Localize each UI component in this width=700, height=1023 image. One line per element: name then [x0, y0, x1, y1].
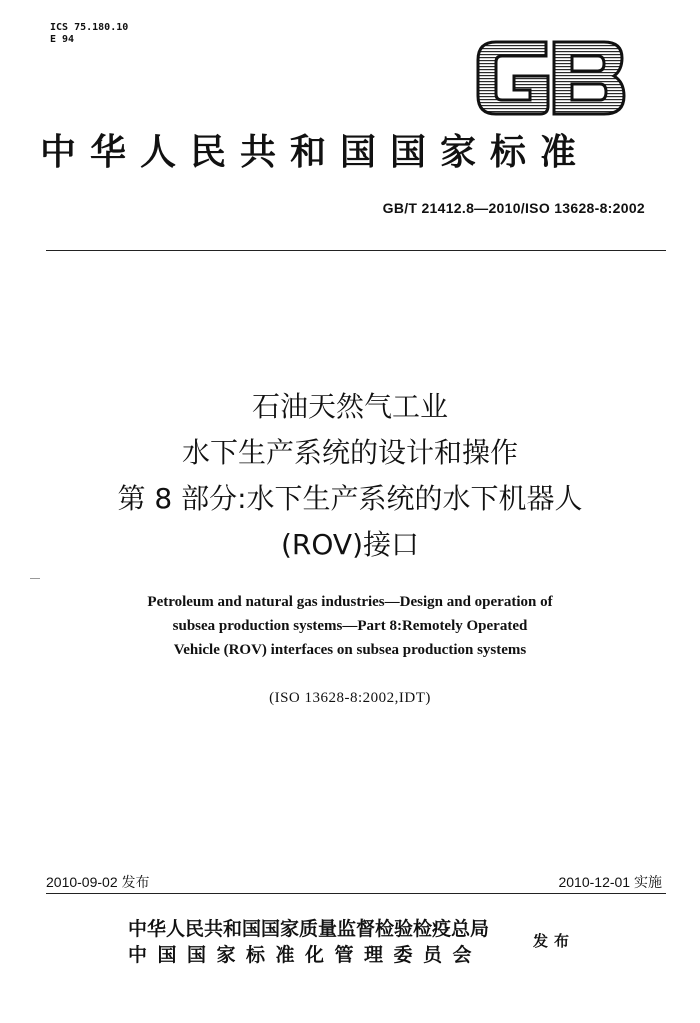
chinese-title-line-2: 水下生产系统的设计和操作 [181, 436, 518, 469]
issuing-authorities [128, 916, 489, 968]
english-title [40, 590, 660, 662]
effective-date: 2010-12-01 实施 [558, 874, 662, 890]
english-title-line-1: Petroleum and natural gas industries—Design and operation of [147, 594, 553, 610]
chinese-title-line-4: (ROV)接口 [280, 528, 419, 561]
issue-date: 2010-09-02 发布 [46, 874, 150, 890]
ics-code: ICS 75.180.10 [50, 22, 129, 33]
gb-logo [470, 36, 630, 120]
header-divider [46, 250, 666, 251]
national-standard-title: 中华人民共和国国家标准 [40, 131, 591, 173]
ics-code-block [50, 22, 128, 46]
chinese-title [20, 384, 680, 568]
english-title-line-2: subsea production systems—Part 8:Remotely Operated [172, 618, 528, 634]
footer-divider [46, 893, 666, 894]
chinese-title-line-1: 石油天然气工业 [251, 390, 448, 423]
issuer-line-1: 中华人民共和国国家质量监督检验检疫总局 [128, 918, 490, 940]
iso-equivalence: (ISO 13628-8:2002,IDT) [269, 690, 431, 706]
issuer-line-2: 中国国家标准化管理委员会 [128, 944, 483, 966]
scan-artifact [30, 578, 40, 579]
category-code: E 94 [50, 34, 75, 45]
standard-number: GB/T 21412.8—2010/ISO 13628-8:2002 [382, 200, 645, 216]
chinese-title-line-3: 第 8 部分:水下生产系统的水下机器人 [117, 482, 583, 515]
publish-label: 发布 [533, 932, 576, 950]
english-title-line-3: Vehicle (ROV) interfaces on subsea production systems [173, 642, 527, 658]
